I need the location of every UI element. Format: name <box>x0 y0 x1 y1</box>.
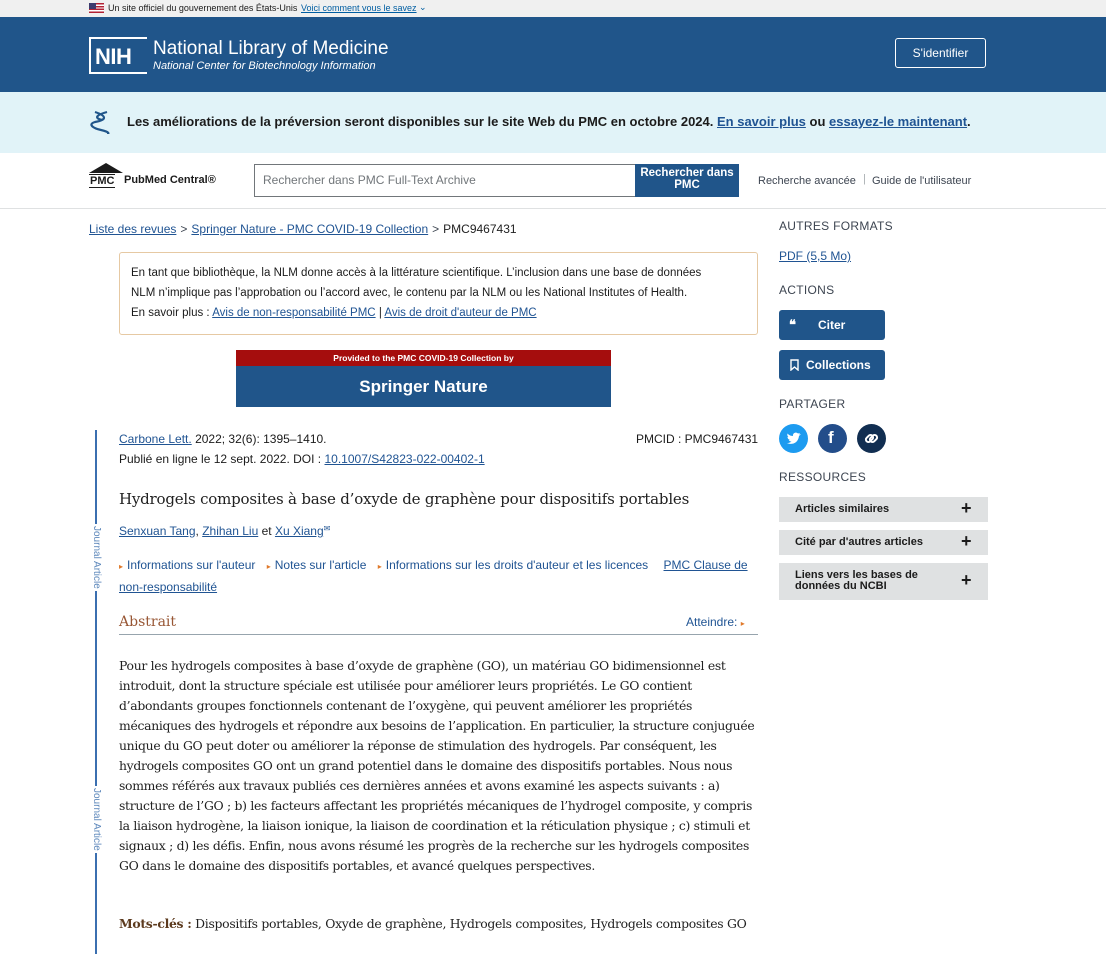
nih-logo[interactable]: NIH <box>89 37 147 74</box>
try-now-link[interactable]: essayez-le maintenant <box>829 114 968 129</box>
abstract-heading: Abstrait <box>119 614 177 630</box>
nlm-title[interactable]: National Library of Medicine <box>153 38 389 59</box>
cite-button[interactable]: ❝ Citer <box>779 310 885 340</box>
pmcid: PMCID : PMC9467431 <box>636 432 759 446</box>
formats-heading: AUTRES FORMATS <box>779 219 893 233</box>
pmc-roof-icon <box>89 163 123 173</box>
article-notes-link[interactable]: Notes sur l'article <box>274 558 367 572</box>
login-button[interactable]: S'identifier <box>895 38 986 68</box>
search-button[interactable]: Rechercher dans PMC <box>635 164 739 197</box>
author-info-link[interactable]: Informations sur l'auteur <box>127 558 256 572</box>
doi-link[interactable]: 10.1007/S42823-022-00402-1 <box>324 452 485 466</box>
us-flag-icon <box>89 3 104 13</box>
nlm-disclaimer-box: En tant que bibliothèque, la NLM donne accès à la littérature scientifique. L’inclusion dans une base de données NLM n’implique pas l’approbation ou l’accord avec, le contenu par la NLM ou les National Institutes of Health. En savoir plus : Avis de non-responsabilité PMC | Avis de droit d'auteur de PMC <box>119 252 758 335</box>
plus-icon: + <box>961 531 972 551</box>
citation-line: Carbone Lett. 2022; 32(6): 1395–1410. <box>119 432 327 446</box>
plus-icon: + <box>961 498 972 518</box>
triangle-right-icon: ▸ <box>119 562 124 571</box>
pmc-clause-link[interactable]: PMC Clause de non-responsabilité <box>119 558 748 594</box>
preview-message: Les améliorations de la préversion seront disponibles sur le site Web du PMC en octobre 2024. En savoir plus ou essayez-le maintenant. <box>127 114 971 129</box>
twitter-icon[interactable] <box>779 424 808 453</box>
article-title: Hydrogels composites à base d’oxyde de graphène pour dispositifs portables <box>119 490 690 508</box>
journal-article-rule <box>95 430 97 954</box>
breadcrumb-journal-list[interactable]: Liste des revues <box>89 222 177 236</box>
breadcrumb-collection[interactable]: Springer Nature - PMC COVID-19 Collection <box>191 222 429 236</box>
plus-icon: + <box>961 570 972 590</box>
nih-header <box>0 17 1106 92</box>
author-link[interactable]: Senxuan Tang <box>119 524 196 538</box>
article-info-links <box>119 555 759 597</box>
share-heading: PARTAGER <box>779 397 846 411</box>
copyright-info-link[interactable]: Informations sur les droits d'auteur et les licences <box>385 558 649 572</box>
quote-icon: ❝ <box>789 317 796 332</box>
actions-heading: ACTIONS <box>779 283 835 297</box>
journal-article-label: Journal Article <box>91 526 102 589</box>
goto-menu[interactable]: Atteindre: ▸ <box>686 615 745 629</box>
triangle-right-icon: ▸ <box>266 562 271 571</box>
advanced-search-link[interactable]: Recherche avancée <box>758 175 856 187</box>
pdf-link[interactable]: PDF (5,5 Mo) <box>779 249 852 263</box>
abstract-divider <box>119 634 758 635</box>
pmc-copyright-link[interactable]: Avis de droit d'auteur de PMC <box>384 307 537 319</box>
bookmark-icon <box>790 359 799 371</box>
resources-heading: RESSOURCES <box>779 470 867 484</box>
publication-line: Publié en ligne le 12 sept. 2022. DOI : 10.1007/S42823-022-00402-1 <box>119 452 485 466</box>
ncbi-links-toggle[interactable]: Liens vers les bases de données du NCBI + <box>779 563 988 600</box>
author-link[interactable]: Zhihan Liu <box>202 524 259 538</box>
abstract-text: Pour les hydrogels composites à base d’oxyde de graphène (GO), un matériau GO bidimensionnel est introduit, dont la structure spéciale est utilisée pour améliorer leurs propriétés. Le GO contient d’abondants groupes fonctionnels contenant de l’oxygène, qui peuvent améliorer les propriétés mécaniques des hydrogels et répondre aux besoins de l’application. En particulier, la structure conjuguée unique du GO peut doter ou améliorer la réponse de stimulation des hydrogels. Par conséquent, les hydrogels composites GO ont un grand potentiel dans le domaine des dispositifs portables. Nous nous sommes référés aux travaux publiés ces dernières années et avons examiné les aspects suivants : a) structure de l’GO ; b) les facteurs affectant les propriétés mécaniques de l’hydrogel composite, y compris la liaison hydrogène, la liaison ionique, la liaison de coordination et la réticulation physique ; c) stimuli et signaux ; d) les défis. Enfin, nous avons résumé les progrès de la recherche sur les hydrogels composites GO dans le domaine des dispositifs portables, et avancé quelques perspectives. <box>119 658 755 873</box>
triangle-right-icon: ▸ <box>740 619 745 628</box>
ncbi-subtitle: National Center for Biotechnology Information <box>153 60 376 72</box>
collections-button[interactable]: Collections <box>779 350 885 380</box>
gov-banner-text: Un site officiel du gouvernement des États-Unis <box>108 3 298 13</box>
keywords: Mots-clés : Dispositifs portables, Oxyde de graphène, Hydrogels composites, Hydrogels composites GO <box>119 916 747 931</box>
cited-by-toggle[interactable]: Cité par d'autres articles + <box>779 530 988 555</box>
pmc-disclaimer-link[interactable]: Avis de non-responsabilité PMC <box>212 307 376 319</box>
chevron-down-icon[interactable]: ⌄ <box>419 2 427 12</box>
springer-logo-text: Springer Nature <box>359 377 488 396</box>
facebook-icon[interactable]: f <box>818 424 847 453</box>
springer-banner[interactable]: Provided to the PMC COVID-19 Collection by Springer Nature <box>236 350 611 407</box>
author-list: Senxuan Tang, Zhihan Liu et Xu Xiang✉ <box>119 524 331 538</box>
link-icon[interactable] <box>857 424 886 453</box>
breadcrumb: Liste des revues > Springer Nature - PMC COVID-19 Collection > PMC9467431 <box>89 222 517 236</box>
triangle-right-icon: ▸ <box>377 562 382 571</box>
helix-icon <box>90 110 112 134</box>
journal-link[interactable]: Carbone Lett. <box>119 432 192 446</box>
preview-banner <box>0 92 1106 153</box>
gov-banner <box>0 0 1106 17</box>
author-link[interactable]: Xu Xiang <box>274 524 324 538</box>
search-input[interactable]: Rechercher dans PMC Full-Text Archive <box>254 164 636 197</box>
journal-article-label: Journal Article <box>91 788 102 851</box>
pmc-search-bar: PMC PubMed Central® Rechercher dans PMC Full-Text Archive Rechercher dans PMC Recherche avancée | Guide de l'utilisateur <box>0 153 1106 209</box>
email-icon[interactable]: ✉ <box>323 524 331 533</box>
similar-articles-toggle[interactable]: Articles similaires + <box>779 497 988 522</box>
breadcrumb-current: PMC9467431 <box>443 222 517 236</box>
pmc-logo[interactable]: PMC PubMed Central® <box>89 163 229 191</box>
how-you-know-link[interactable]: Voici comment vous le savez <box>301 3 417 13</box>
learn-more-link[interactable]: En savoir plus <box>717 114 806 129</box>
user-guide-link[interactable]: Guide de l'utilisateur <box>872 175 972 187</box>
